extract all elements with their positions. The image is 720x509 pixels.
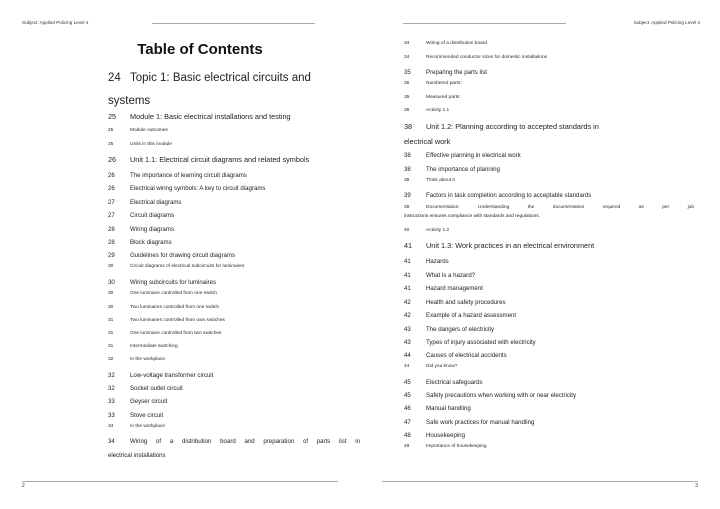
- toc-page-number: 38: [404, 152, 411, 159]
- toc-page-number: 31: [108, 318, 114, 323]
- toc-entry-label: Safety precautions when working with or near electricity: [426, 392, 577, 399]
- toc-entry-label: Hazard management: [426, 285, 483, 292]
- toc-entry-label: One luminaire controlled from two switches: [130, 331, 222, 336]
- toc-page-number: 33: [108, 398, 115, 405]
- toc-entry-label: Wiring subcircuits for luminaires: [130, 279, 217, 286]
- toc-entry-label: In the workplace: [130, 357, 165, 362]
- toc-entry-label: Manual handling: [426, 405, 471, 412]
- toc-entry-label: Preparing the parts list: [426, 69, 487, 76]
- toc-entry-label: Unit 1.2: Planning according to accepted standards in: [426, 122, 599, 131]
- toc-entry-label: The importance of planning: [426, 166, 500, 173]
- toc-page-number: 34: [404, 41, 410, 46]
- toc-page-number: 26: [108, 185, 115, 192]
- toc-entry-label: Recommended conductor sizes for domestic installations: [426, 55, 548, 60]
- header-rule: [403, 23, 566, 24]
- toc-page-number: 36: [404, 108, 410, 113]
- toc-entry-label: Factors in task completion according to acceptable standards: [426, 192, 592, 199]
- toc-page-number: 45: [404, 392, 411, 399]
- toc-page-number: 42: [404, 299, 411, 306]
- toc-page-number: 35: [404, 95, 410, 100]
- page-number: 3: [695, 483, 698, 489]
- toc-entry-label-continued: systems: [108, 95, 151, 107]
- toc-page-number: 39: [404, 192, 411, 199]
- toc-entry-label: Effective planning in electrical work: [426, 152, 521, 159]
- toc-entry-label: Wiring of a distribution board and preparation of parts list in: [130, 438, 360, 445]
- toc-entry-label: Topic 1: Basic electrical circuits and: [130, 72, 311, 84]
- footer-rule: [382, 481, 698, 482]
- toc-entry-label: Causes of electrical accidents: [426, 352, 507, 359]
- toc-page-number: 39: [404, 178, 410, 183]
- toc-entry-label: Electrical safeguards: [426, 379, 483, 386]
- toc-page-number: 31: [108, 331, 114, 336]
- toc-page-number: 34: [108, 424, 114, 429]
- header-rule: [152, 23, 315, 24]
- toc-page-number: 35: [404, 69, 411, 76]
- toc-entry-label: What is a hazard?: [426, 272, 476, 279]
- toc-page-number: 30: [108, 264, 114, 269]
- toc-page-number: 42: [404, 312, 411, 319]
- toc-page-number: 30: [108, 305, 114, 310]
- toc-page-number: 27: [108, 199, 115, 206]
- toc-entry-label: Block diagrams: [130, 239, 172, 246]
- header-subject: Subject: Applied Policing Level 4: [633, 20, 700, 25]
- page-number: 2: [22, 483, 25, 489]
- toc-entry-label: Example of a hazard assessment: [426, 312, 517, 319]
- toc-entry-label-continued: electrical work: [404, 137, 451, 146]
- toc-entry-label: One luminaire controlled from one switch: [130, 291, 217, 296]
- toc-entry-label: Activity 1.2: [426, 228, 450, 233]
- toc-page-number: 25: [108, 142, 114, 147]
- toc-page-number: 38: [404, 122, 413, 131]
- toc-page-number: 41: [404, 285, 411, 292]
- toc-page-number: 26: [108, 172, 115, 179]
- toc-page-number: 43: [404, 326, 411, 333]
- toc-page-number: 25: [108, 128, 114, 133]
- toc-page-number: 41: [404, 258, 411, 265]
- toc-entry-label: Circuit diagrams: [130, 212, 175, 219]
- toc-page-number: 34: [404, 55, 410, 60]
- toc-page-number: 30: [108, 291, 114, 296]
- toc-entry-label: The importance of learning circuit diagrams: [130, 172, 247, 179]
- toc-page-number: 32: [108, 357, 114, 362]
- toc-entry-label: Stove circuit: [130, 412, 164, 419]
- toc-entry-label: Two luminaries controlled from own switches: [130, 318, 225, 323]
- toc-entry-label: Units in this module: [130, 142, 172, 147]
- toc-entry-label-continued: instructions ensures compliance with standards and regulations.: [404, 214, 540, 219]
- right-page: [360, 0, 720, 509]
- toc-entry-label: Circuit diagrams of electrical subcircuits for luminaires: [130, 264, 245, 269]
- toc-page-number: 25: [108, 112, 117, 121]
- toc-entry-label: Activity 1.1: [426, 108, 450, 113]
- toc-entry-label: Electrical wiring symbols: A key to circuit diagrams: [130, 185, 266, 192]
- toc-entry-label: Measured parts:: [426, 95, 461, 100]
- toc-page-number: 44: [404, 352, 411, 359]
- toc-page-number: 44: [404, 364, 410, 369]
- toc-entry-label: Types of injury associated with electricity: [426, 339, 536, 346]
- toc-page-number: 48: [404, 444, 410, 449]
- toc-entry-label: Unit 1.3: Work practices in an electrical environment: [426, 241, 595, 250]
- toc-page-number: 29: [108, 252, 115, 259]
- toc-page-number: 46: [404, 405, 411, 412]
- toc-entry-label: Socket outlet circuit: [130, 385, 183, 392]
- toc-page-number: 32: [108, 385, 115, 392]
- toc-entry-label: Hazards: [426, 258, 449, 265]
- toc-entry-label: Did you know?: [426, 364, 458, 369]
- toc-entry-label: Housekeeping: [426, 432, 465, 439]
- toc-entry-label: Electrical diagrams: [130, 199, 182, 206]
- toc-page-number: 28: [108, 226, 115, 233]
- toc-page-number: 24: [108, 72, 121, 84]
- toc-page-number: 31: [108, 344, 114, 349]
- toc-entry-label: Module 1: Basic electrical installations and testing: [130, 112, 291, 121]
- toc-page-number: 41: [404, 241, 413, 250]
- header-subject: Subject: Applied Policing Level 4: [22, 20, 89, 25]
- toc-entry-label: Wiring of a distribution board: [426, 41, 488, 46]
- toc-page-number: 27: [108, 212, 115, 219]
- toc-page-number: 35: [404, 81, 410, 86]
- toc-entry-label: Importance of housekeeping: [426, 444, 487, 449]
- toc-title: Table of Contents: [137, 41, 263, 58]
- toc-entry-label: Safe work practices for manual handling: [426, 419, 535, 426]
- toc-page-number: 39: [404, 205, 410, 210]
- toc-page-number: 26: [108, 155, 117, 164]
- toc-page-number: 48: [404, 432, 411, 439]
- toc-page-number: 33: [108, 412, 115, 419]
- toc-page-number: 43: [404, 339, 411, 346]
- toc-entry-label: Low-voltage transformer circuit: [130, 372, 214, 379]
- toc-entry-label: Two luminaires controlled from one switch: [130, 305, 220, 310]
- toc-page-number: 30: [108, 279, 115, 286]
- toc-page-number: 40: [404, 228, 410, 233]
- toc-entry-label: Module outcomes: [130, 128, 168, 133]
- toc-entry-label: Guidelines for drawing circuit diagrams: [130, 252, 235, 259]
- toc-entry-label: Geyser circuit: [130, 398, 168, 405]
- footer-rule: [22, 481, 338, 482]
- toc-entry-label: Intermediate switching: [130, 344, 178, 349]
- toc-page-number: 45: [404, 379, 411, 386]
- toc-page-number: 41: [404, 272, 411, 279]
- toc-page-number: 38: [404, 166, 411, 173]
- toc-entry-label: The dangers of electricity: [426, 326, 495, 333]
- toc-entry-label: Numbered parts:: [426, 81, 462, 86]
- toc-page-number: 47: [404, 419, 411, 426]
- toc-entry-label: In the workplace: [130, 424, 165, 429]
- toc-page-number: 32: [108, 372, 115, 379]
- toc-entry-label: Unit 1.1: Electrical circuit diagrams and related symbols: [130, 155, 310, 164]
- toc-entry-label-continued: electrical installations: [108, 452, 166, 459]
- toc-entry-label: Documentation: Understanding the documentation required as per job: [426, 205, 694, 210]
- toc-entry-label: Think about it: [426, 178, 455, 183]
- toc-page-number: 34: [108, 438, 115, 445]
- toc-entry-label: Wiring diagrams: [130, 226, 175, 233]
- toc-page-number: 28: [108, 239, 115, 246]
- toc-entry-label: Health and safety procedures: [426, 299, 506, 306]
